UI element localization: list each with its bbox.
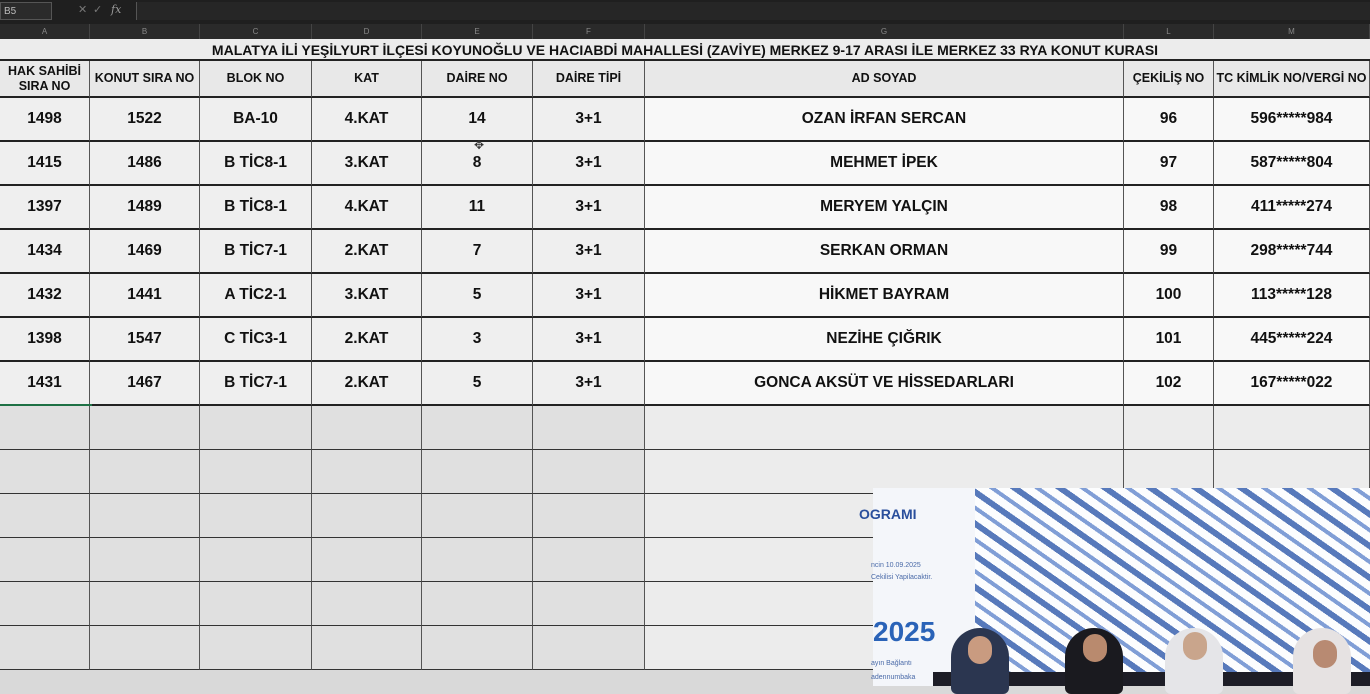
header-cekilis[interactable]: ÇEKİLİŞ NO	[1124, 61, 1214, 98]
cell-kat[interactable]: 4.KAT	[312, 186, 422, 230]
empty-cell[interactable]	[533, 406, 645, 450]
empty-cell[interactable]	[90, 582, 200, 626]
cell-tip[interactable]: 3+1	[533, 98, 645, 142]
cell-tip[interactable]: 3+1	[533, 362, 645, 406]
cell-daire[interactable]: 3	[422, 318, 533, 362]
cell-cekilis[interactable]: 97	[1124, 142, 1214, 186]
column-header-f[interactable]: F	[533, 24, 645, 39]
cell-kat[interactable]: 3.KAT	[312, 274, 422, 318]
cell-blok[interactable]: A TİC2-1	[200, 274, 312, 318]
slide-link-2: adennumbaka	[871, 674, 916, 681]
empty-cell[interactable]	[533, 626, 645, 670]
cell-hak[interactable]: 1397	[0, 186, 90, 230]
empty-cell[interactable]	[422, 406, 533, 450]
cell-hak[interactable]: 1415	[0, 142, 90, 186]
cell-tc[interactable]: 587*****804	[1214, 142, 1370, 186]
header-row	[0, 61, 1370, 98]
empty-cell[interactable]	[0, 450, 90, 494]
empty-cell[interactable]	[90, 406, 200, 450]
empty-cell[interactable]	[312, 494, 422, 538]
cell-konut[interactable]: 1522	[90, 98, 200, 142]
table-row	[0, 142, 1370, 186]
cancel-icon[interactable]: ✕	[78, 3, 88, 16]
slide-link-1: ayın Bağlantı	[871, 660, 912, 667]
formula-bar	[0, 0, 1370, 25]
cell-ad[interactable]: GONCA AKSÜT VE HİSSEDARLARI	[645, 362, 1124, 406]
cell-blok[interactable]: B TİC8-1	[200, 186, 312, 230]
cell-hak[interactable]: 1434	[0, 230, 90, 274]
table-row	[0, 186, 1370, 230]
cell-daire[interactable]: 14	[422, 98, 533, 142]
cell-cekilis[interactable]: 99	[1124, 230, 1214, 274]
column-header-a[interactable]: A	[0, 24, 90, 39]
empty-cell[interactable]	[312, 450, 422, 494]
cell-cekilis[interactable]: 96	[1124, 98, 1214, 142]
cell-daire[interactable]: 11	[422, 186, 533, 230]
empty-cell[interactable]	[0, 538, 90, 582]
cell-ad[interactable]: OZAN İRFAN SERCAN	[645, 98, 1124, 142]
cell-tip[interactable]: 3+1	[533, 318, 645, 362]
slide-title: OGRAMI	[859, 506, 917, 522]
header-tip[interactable]: DAİRE TİPİ	[533, 61, 645, 98]
empty-cell[interactable]	[312, 626, 422, 670]
empty-cell[interactable]	[200, 406, 312, 450]
empty-cell[interactable]	[533, 582, 645, 626]
empty-cell[interactable]	[0, 406, 90, 450]
cell-daire[interactable]: 5	[422, 274, 533, 318]
empty-cell[interactable]	[422, 450, 533, 494]
cell-ad[interactable]: NEZİHE ÇIĞRIK	[645, 318, 1124, 362]
cell-ad[interactable]: MEHMET İPEK	[645, 142, 1124, 186]
cell-konut[interactable]: 1486	[90, 142, 200, 186]
cursor-icon: ✥	[474, 138, 485, 152]
slide-subtitle: Cekilisi Yapilacaktir.	[871, 574, 933, 581]
empty-cell[interactable]	[422, 538, 533, 582]
header-tc[interactable]: TC KİMLİK NO/VERGİ NO	[1214, 61, 1370, 98]
cell-tip[interactable]: 3+1	[533, 142, 645, 186]
table-row	[0, 98, 1370, 142]
column-header-e[interactable]: E	[422, 24, 533, 39]
empty-cell[interactable]	[312, 582, 422, 626]
cell-blok[interactable]: BA-10	[200, 98, 312, 142]
empty-cell[interactable]	[0, 494, 90, 538]
cell-kat[interactable]: 4.KAT	[312, 98, 422, 142]
cell-blok[interactable]: B TİC7-1	[200, 362, 312, 406]
cell-tc[interactable]: 298*****744	[1214, 230, 1370, 274]
cell-cekilis[interactable]: 102	[1124, 362, 1214, 406]
cell-ad[interactable]: SERKAN ORMAN	[645, 230, 1124, 274]
cell-hak[interactable]: 1398	[0, 318, 90, 362]
header-daire[interactable]: DAİRE NO	[422, 61, 533, 98]
cell-konut[interactable]: 1489	[90, 186, 200, 230]
cell-tip[interactable]: 3+1	[533, 230, 645, 274]
cell-tc[interactable]: 596*****984	[1214, 98, 1370, 142]
cell-konut[interactable]: 1469	[90, 230, 200, 274]
empty-cell[interactable]	[312, 538, 422, 582]
cell-tc[interactable]: 167*****022	[1214, 362, 1370, 406]
header-ad[interactable]: AD SOYAD	[645, 61, 1124, 98]
function-label[interactable]: fx	[111, 3, 122, 16]
empty-cell[interactable]	[1124, 406, 1214, 450]
cell-cekilis[interactable]: 101	[1124, 318, 1214, 362]
cell-hak[interactable]: 1431	[0, 362, 90, 406]
empty-cell[interactable]	[90, 538, 200, 582]
empty-cell[interactable]	[422, 626, 533, 670]
cell-tip[interactable]: 3+1	[533, 274, 645, 318]
cell-ad[interactable]: HİKMET BAYRAM	[645, 274, 1124, 318]
column-header-d[interactable]: D	[312, 24, 422, 39]
header-kat[interactable]: KAT	[312, 61, 422, 98]
empty-cell[interactable]	[533, 494, 645, 538]
slide-date: ncin 10.09.2025	[871, 562, 921, 569]
cell-hak[interactable]: 1498	[0, 98, 90, 142]
header-hak[interactable]: HAK SAHİBİ SIRA NO	[0, 61, 90, 98]
empty-cell[interactable]	[0, 626, 90, 670]
formula-input[interactable]	[136, 2, 1370, 20]
person-4-head	[1313, 640, 1337, 668]
table-row	[0, 274, 1370, 318]
column-header-c[interactable]: C	[200, 24, 312, 39]
cell-cekilis[interactable]: 100	[1124, 274, 1214, 318]
empty-cell[interactable]	[312, 406, 422, 450]
cell-konut[interactable]: 1547	[90, 318, 200, 362]
person-3-head	[1183, 632, 1207, 660]
cell-tc[interactable]: 411*****274	[1214, 186, 1370, 230]
cell-kat[interactable]: 2.KAT	[312, 362, 422, 406]
cell-blok[interactable]: C TİC3-1	[200, 318, 312, 362]
slide-year: 2025	[873, 616, 936, 647]
empty-cell[interactable]	[533, 538, 645, 582]
empty-cell[interactable]	[645, 406, 1124, 450]
cell-konut[interactable]: 1467	[90, 362, 200, 406]
cell-ad[interactable]: MERYEM YALÇIN	[645, 186, 1124, 230]
empty-cell[interactable]	[533, 450, 645, 494]
cell-cekilis[interactable]: 98	[1124, 186, 1214, 230]
name-box[interactable]: B5	[0, 2, 52, 20]
cell-kat[interactable]: 2.KAT	[312, 230, 422, 274]
column-header-g[interactable]: G	[645, 24, 1124, 39]
empty-cell[interactable]	[200, 450, 312, 494]
empty-cell[interactable]	[0, 582, 90, 626]
person-2-head	[1083, 634, 1107, 662]
empty-cell[interactable]	[422, 582, 533, 626]
column-header-m[interactable]: M	[1214, 24, 1370, 39]
cell-kat[interactable]: 2.KAT	[312, 318, 422, 362]
sheet-title: MALATYA İLİ YEŞİLYURT İLÇESİ KOYUNOĞLU VE HACIABDİ MAHALLESİ (ZAVİYE) MERKEZ 9-17 ARASI İLE MERKEZ 33 RYA KONUT KURASI	[0, 39, 1370, 61]
cell-kat[interactable]: 3.KAT	[312, 142, 422, 186]
empty-row	[0, 406, 1370, 450]
cell-tip[interactable]: 3+1	[533, 186, 645, 230]
cell-blok[interactable]: B TİC8-1	[200, 142, 312, 186]
empty-cell[interactable]	[422, 494, 533, 538]
table-row	[0, 230, 1370, 274]
empty-cell[interactable]	[200, 626, 312, 670]
empty-cell[interactable]	[90, 450, 200, 494]
cell-hak[interactable]: 1432	[0, 274, 90, 318]
column-headers	[0, 24, 1370, 39]
empty-cell[interactable]	[1214, 406, 1370, 450]
empty-cell[interactable]	[90, 626, 200, 670]
cell-tc[interactable]: 113*****128	[1214, 274, 1370, 318]
cell-konut[interactable]: 1441	[90, 274, 200, 318]
person-1-head	[968, 636, 992, 664]
cell-tc[interactable]: 445*****224	[1214, 318, 1370, 362]
table-row	[0, 362, 1370, 406]
video-overlay	[859, 488, 1370, 686]
enter-icon[interactable]: ✓	[93, 3, 103, 16]
cell-daire[interactable]: 7	[422, 230, 533, 274]
empty-cell[interactable]	[90, 494, 200, 538]
header-konut[interactable]: KONUT SIRA NO	[90, 61, 200, 98]
cell-daire[interactable]: 5	[422, 362, 533, 406]
table-row	[0, 318, 1370, 362]
header-blok[interactable]: BLOK NO	[200, 61, 312, 98]
empty-cell[interactable]	[200, 538, 312, 582]
cell-blok[interactable]: B TİC7-1	[200, 230, 312, 274]
column-header-l[interactable]: L	[1124, 24, 1214, 39]
empty-cell[interactable]	[200, 494, 312, 538]
cell-daire[interactable]: 8	[422, 142, 533, 186]
empty-cell[interactable]	[200, 582, 312, 626]
column-header-b[interactable]: B	[90, 24, 200, 39]
